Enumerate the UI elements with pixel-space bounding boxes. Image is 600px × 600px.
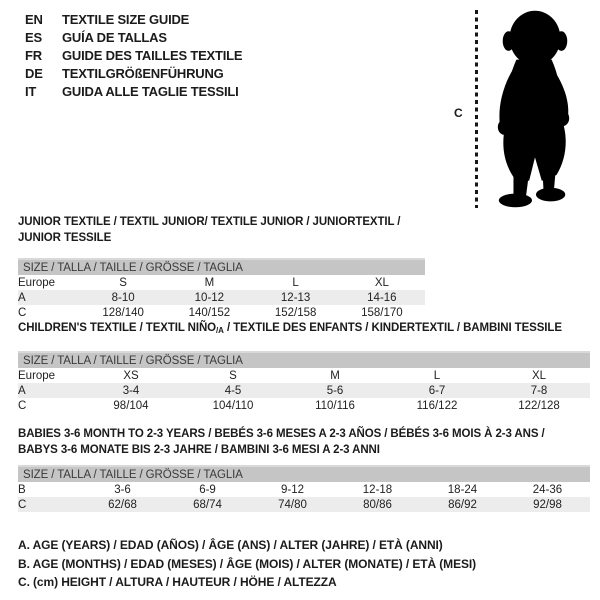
language-label: TEXTILGRÖßENFÜHRUNG bbox=[62, 65, 224, 81]
row-label: B bbox=[18, 483, 26, 496]
table-row bbox=[18, 305, 425, 320]
cell-value: 86/92 bbox=[420, 497, 505, 512]
cell-value: 152/158 bbox=[274, 306, 317, 319]
cell-value: 5-6 bbox=[284, 383, 386, 398]
section-title bbox=[18, 426, 590, 458]
section-title-part: /A bbox=[216, 326, 224, 335]
cell-value: 140/152 bbox=[188, 306, 231, 319]
table-header-cell: SIZE / TALLA / TAILLE / GRÖSSE / TAGLIA bbox=[18, 259, 425, 275]
row-label: C bbox=[18, 497, 80, 512]
section-title-part: / TEXTILE DES ENFANTS / KINDERTEXTIL / BAMBINI TESSILE bbox=[223, 322, 562, 334]
size-table bbox=[18, 465, 590, 512]
cell-value: 14-16 bbox=[339, 290, 425, 305]
language-label: GUIDA ALLE TAGLIE TESSILI bbox=[62, 83, 239, 99]
legend-line: A. AGE (YEARS) / EDAD (AÑOS) / ÂGE (ANS) / ALTER (JAHRE) / ETÀ (ANNI) bbox=[18, 538, 443, 552]
language-code: DE bbox=[25, 65, 43, 81]
cell-value: L bbox=[292, 276, 299, 289]
cell-value: 158/170 bbox=[361, 306, 403, 319]
language-code: FR bbox=[25, 47, 42, 63]
table-header-row bbox=[18, 259, 425, 275]
cell-value: 74/80 bbox=[250, 497, 335, 512]
section-title-part: BABYS 3-6 MONATE BIS 2-3 JAHRE / BAMBINI 3-6 MESI A 2-3 ANNI bbox=[18, 444, 380, 456]
row-label: C bbox=[18, 306, 27, 319]
cell-value: S bbox=[229, 369, 237, 382]
cell-value: XS bbox=[123, 369, 139, 382]
cell-value: 24-36 bbox=[532, 483, 563, 496]
section-title-part: JUNIOR TEXTILE / TEXTIL JUNIOR/ TEXTILE JUNIOR / JUNIORTEXTIL / JUNIOR TESSILE bbox=[18, 216, 401, 244]
table-row bbox=[18, 383, 590, 398]
legend-line: C. (cm) HEIGHT / ALTURA / HAUTEUR / HÖHE / ALTEZZA bbox=[18, 575, 337, 589]
height-measure-label: C bbox=[454, 106, 463, 120]
cell-value: 80/86 bbox=[335, 497, 420, 512]
cell-value: 8-10 bbox=[80, 290, 166, 305]
cell-value: 12-18 bbox=[362, 483, 393, 496]
table-row bbox=[18, 482, 590, 497]
cell-value: 7-8 bbox=[488, 383, 590, 398]
language-code: ES bbox=[25, 29, 42, 45]
size-section-babies bbox=[18, 426, 590, 512]
language-row bbox=[25, 46, 242, 64]
table-row bbox=[18, 290, 425, 305]
language-code: EN bbox=[25, 11, 43, 27]
language-row bbox=[25, 64, 242, 82]
table-row bbox=[18, 275, 425, 290]
table-row bbox=[18, 398, 590, 413]
cell-value: 18-24 bbox=[447, 483, 478, 496]
language-label: TEXTILE SIZE GUIDE bbox=[62, 11, 190, 27]
row-label: Europe bbox=[18, 276, 56, 289]
cell-value: L bbox=[433, 369, 441, 382]
row-label: Europe bbox=[18, 369, 56, 382]
cell-value: XL bbox=[374, 276, 389, 289]
cell-value: S bbox=[119, 276, 127, 289]
cell-value: 98/104 bbox=[113, 399, 149, 412]
row-label: A bbox=[18, 383, 80, 398]
cell-value: 9-12 bbox=[280, 483, 305, 496]
cell-value: 116/122 bbox=[416, 399, 458, 412]
cell-value: 62/68 bbox=[80, 497, 165, 512]
size-section-children bbox=[18, 320, 590, 413]
section-title bbox=[18, 320, 590, 339]
cell-value: 6-7 bbox=[386, 383, 488, 398]
cell-value: 6-9 bbox=[199, 483, 216, 496]
cell-value: 3-6 bbox=[114, 483, 131, 496]
row-label: C bbox=[18, 399, 27, 412]
size-legend bbox=[18, 536, 476, 592]
table-row bbox=[18, 368, 590, 383]
table-header-cell: SIZE / TALLA / TAILLE / GRÖSSE / TAGLIA bbox=[18, 352, 590, 368]
language-row bbox=[25, 10, 242, 28]
language-list bbox=[25, 10, 242, 100]
table-header-cell: SIZE / TALLA / TAILLE / GRÖSSE / TAGLIA bbox=[18, 466, 590, 482]
cell-value: M bbox=[330, 369, 340, 382]
cell-value: 3-4 bbox=[80, 383, 182, 398]
language-label: GUIDE DES TAILLES TEXTILE bbox=[62, 47, 243, 63]
section-title bbox=[18, 214, 425, 246]
section-title-part: BABIES 3-6 MONTH TO 2-3 YEARS / BEBÉS 3-6 MESES A 2-3 AÑOS / BÉBÉS 3-6 MOIS À 2-3 ANS / bbox=[18, 428, 545, 440]
cell-value: 128/140 bbox=[102, 306, 144, 319]
language-code: IT bbox=[25, 83, 37, 99]
cell-value: 104/110 bbox=[212, 399, 254, 412]
section-title-part: CHILDREN'S TEXTILE / TEXTIL NIÑO bbox=[18, 322, 217, 334]
cell-value: XL bbox=[531, 369, 547, 382]
table-header-row bbox=[18, 352, 590, 368]
legend-line: B. AGE (MONTHS) / EDAD (MESES) / ÂGE (MOIS) / ALTER (MONATE) / ETÀ (MESI) bbox=[18, 556, 477, 571]
language-label: GUÍA DE TALLAS bbox=[62, 29, 167, 45]
table-row bbox=[18, 497, 590, 512]
cell-value: 92/98 bbox=[505, 497, 590, 512]
language-row bbox=[25, 28, 242, 46]
size-section-junior bbox=[18, 214, 425, 320]
cell-value: M bbox=[204, 276, 215, 289]
cell-value: 10-12 bbox=[166, 290, 252, 305]
row-label: A bbox=[18, 290, 80, 305]
size-table bbox=[18, 258, 425, 320]
cell-value: 110/116 bbox=[315, 399, 355, 412]
cell-value: 12-13 bbox=[253, 290, 339, 305]
cell-value: 68/74 bbox=[165, 497, 250, 512]
baby-figure bbox=[448, 4, 596, 216]
language-row bbox=[25, 82, 242, 100]
size-table bbox=[18, 351, 590, 413]
baby-silhouette-icon bbox=[490, 8, 578, 210]
cell-value: 4-5 bbox=[182, 383, 284, 398]
cell-value: 122/128 bbox=[518, 399, 560, 412]
height-measure-line bbox=[475, 10, 478, 208]
table-header-row bbox=[18, 466, 590, 482]
